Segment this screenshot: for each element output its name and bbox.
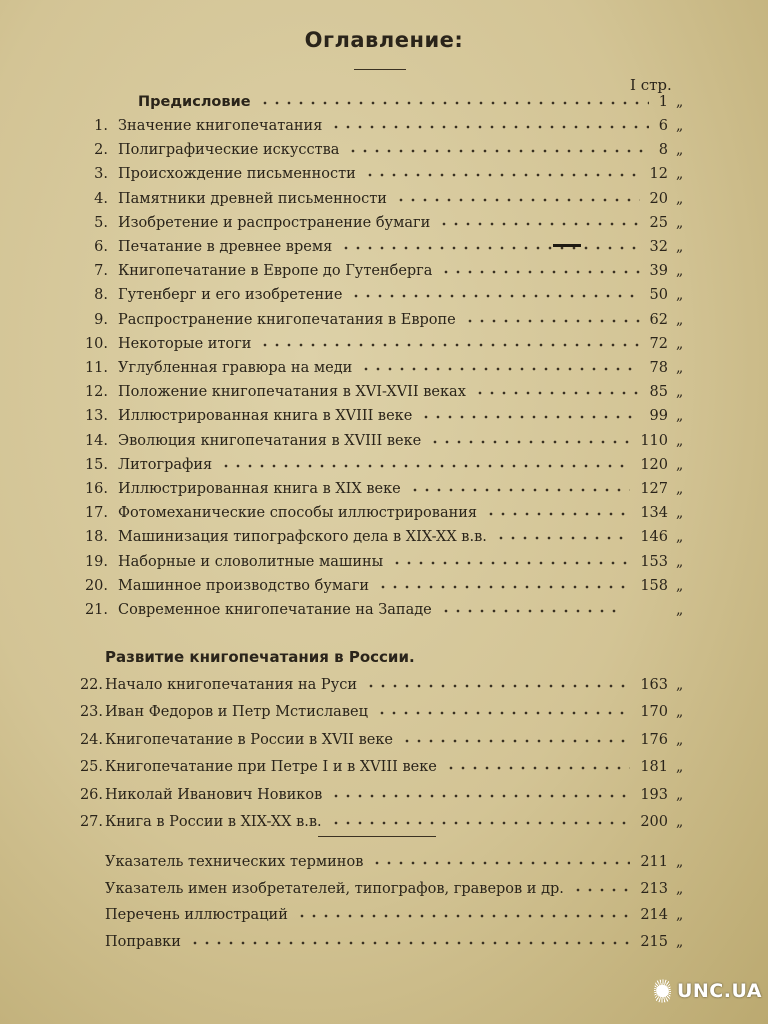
dot-leader bbox=[350, 293, 640, 299]
entry-title: Углубленная гравюра на меди bbox=[118, 360, 353, 376]
ditto-mark: „ bbox=[676, 190, 684, 207]
entry-number: 3. bbox=[94, 166, 108, 183]
dot-leader bbox=[347, 148, 649, 154]
entry-title: Указатель имен изобретателей, типографов, граверов и др. bbox=[105, 880, 564, 897]
entry-number: 14. bbox=[84, 432, 108, 449]
ditto-mark: „ bbox=[676, 432, 684, 449]
dot-leader bbox=[340, 245, 640, 251]
toc-entry bbox=[0, 457, 768, 481]
toc-entry bbox=[0, 287, 768, 311]
entry-page: 158 bbox=[640, 577, 668, 594]
page-column-header: I стр. bbox=[630, 76, 672, 94]
dot-leader bbox=[377, 584, 630, 590]
entry-page: 6 bbox=[658, 118, 668, 134]
ditto-mark: „ bbox=[676, 505, 684, 522]
dot-leader bbox=[485, 511, 630, 517]
ditto-mark: „ bbox=[676, 94, 684, 110]
entry-number: 9. bbox=[94, 311, 108, 328]
entry-page: 153 bbox=[640, 553, 668, 570]
entry-title: Фотомеханические способы иллюстрирования bbox=[118, 505, 478, 522]
ditto-mark: „ bbox=[676, 142, 684, 159]
entry-title: Изобретение и распространение бумаги bbox=[118, 214, 431, 231]
entry-page: 110 bbox=[640, 432, 668, 449]
ditto-mark: „ bbox=[676, 335, 684, 352]
ditto-mark: „ bbox=[676, 481, 684, 497]
appendix-entry bbox=[0, 934, 768, 958]
entry-number: 16. bbox=[84, 481, 108, 497]
entry-title: Указатель технических терминов bbox=[105, 854, 364, 870]
dot-leader bbox=[420, 414, 640, 420]
ditto-mark: „ bbox=[676, 239, 684, 255]
toc-entry bbox=[0, 191, 768, 215]
entry-number: 26. bbox=[79, 786, 103, 803]
dot-leader bbox=[259, 342, 640, 348]
entry-number: 15. bbox=[84, 456, 108, 473]
ditto-mark: „ bbox=[676, 166, 684, 183]
dot-leader bbox=[330, 124, 649, 130]
entry-page: 200 bbox=[640, 814, 668, 830]
dot-leader bbox=[445, 765, 630, 771]
toc-entry bbox=[0, 732, 768, 756]
dot-leader bbox=[259, 100, 649, 106]
entry-page: 193 bbox=[640, 786, 668, 803]
ditto-mark: „ bbox=[676, 880, 684, 897]
dot-leader bbox=[365, 683, 630, 689]
toc-entry bbox=[0, 554, 768, 578]
entry-number: 19. bbox=[84, 553, 108, 570]
ditto-mark: „ bbox=[676, 287, 684, 304]
entry-title: Происхождение письменности bbox=[118, 166, 356, 183]
ditto-mark: „ bbox=[676, 456, 684, 473]
ditto-mark: „ bbox=[676, 118, 684, 134]
entry-title: Книгопечатание при Петре I и в XVIII веке bbox=[105, 759, 437, 776]
entry-page: 50 bbox=[649, 287, 668, 304]
appendix-entry bbox=[0, 907, 768, 931]
entry-number: 10. bbox=[84, 335, 108, 352]
toc-entry bbox=[0, 704, 768, 728]
dot-leader bbox=[296, 913, 630, 919]
entry-page: 85 bbox=[649, 384, 668, 401]
entry-title: Иллюстрированная книга в XIX веке bbox=[118, 481, 401, 497]
entry-page: 72 bbox=[649, 335, 668, 352]
ditto-mark: „ bbox=[676, 553, 684, 570]
toc-entry bbox=[0, 787, 768, 811]
ditto-mark: „ bbox=[676, 214, 684, 231]
dot-leader bbox=[440, 269, 640, 275]
entry-number: 7. bbox=[94, 263, 108, 280]
entry-number: 23. bbox=[79, 704, 103, 721]
entry-page: 8 bbox=[658, 142, 668, 159]
entry-page: 170 bbox=[640, 704, 668, 721]
entry-page: 39 bbox=[649, 263, 668, 280]
entry-number: 13. bbox=[84, 408, 108, 425]
toc-entry bbox=[0, 336, 768, 360]
entry-page: 32 bbox=[649, 239, 668, 255]
toc-entry bbox=[0, 118, 768, 142]
ditto-mark: „ bbox=[676, 360, 684, 376]
dot-leader bbox=[401, 738, 630, 744]
toc-entry bbox=[0, 312, 768, 336]
dot-leader bbox=[464, 318, 640, 324]
toc-entry bbox=[0, 578, 768, 602]
entry-number: 12. bbox=[84, 384, 108, 401]
entry-page: 213 bbox=[640, 880, 668, 897]
toc-entry bbox=[0, 263, 768, 287]
ditto-mark: „ bbox=[676, 529, 684, 546]
ditto-mark: „ bbox=[676, 602, 684, 618]
entry-page: 181 bbox=[640, 759, 668, 776]
entry-title: Современное книгопечатание на Западе bbox=[118, 602, 432, 618]
entry-page: 215 bbox=[640, 933, 668, 950]
entry-page: 99 bbox=[649, 408, 668, 425]
entry-number: 2. bbox=[94, 142, 108, 159]
entry-title: Гутенберг и его изобретение bbox=[118, 287, 343, 304]
dot-leader bbox=[495, 535, 630, 541]
appendix-divider bbox=[318, 836, 436, 837]
entry-page: 25 bbox=[649, 214, 668, 231]
ditto-mark: „ bbox=[676, 907, 684, 923]
entry-title: Положение книгопечатания в XVI-XVII веках bbox=[118, 384, 466, 401]
dot-leader bbox=[391, 560, 630, 566]
entry-number: 4. bbox=[94, 190, 108, 207]
dot-leader bbox=[360, 366, 640, 372]
dot-leader bbox=[371, 860, 630, 866]
ditto-mark: „ bbox=[676, 814, 684, 830]
entry-title: Памятники древней письменности bbox=[118, 190, 387, 207]
entry-title: Иван Федоров и Петр Мстиславец bbox=[105, 704, 368, 721]
entry-title: Эволюция книгопечатания в XVIII веке bbox=[118, 432, 422, 449]
entry-title: Поправки bbox=[105, 933, 181, 950]
dot-leader bbox=[409, 487, 630, 493]
ditto-mark: „ bbox=[676, 704, 684, 721]
ditto-mark: „ bbox=[676, 933, 684, 950]
entry-page: 214 bbox=[640, 907, 668, 923]
ditto-mark: „ bbox=[676, 677, 684, 693]
entry-number: 18. bbox=[84, 529, 108, 546]
toc-entry bbox=[0, 408, 768, 432]
entry-title: Наборные и словолитные машины bbox=[118, 553, 384, 570]
toc-entry bbox=[0, 239, 768, 263]
entry-number: 25. bbox=[79, 759, 103, 776]
ditto-mark: „ bbox=[676, 311, 684, 328]
toc-entry bbox=[0, 814, 768, 838]
toc-entry bbox=[0, 360, 768, 384]
entry-title: Литография bbox=[118, 456, 213, 473]
ditto-mark: „ bbox=[676, 759, 684, 776]
entry-number: 17. bbox=[84, 505, 108, 522]
entry-title: Полиграфические искусства bbox=[118, 142, 340, 159]
entry-page: 134 bbox=[640, 505, 668, 522]
entry-page: 120 bbox=[640, 456, 668, 473]
title-divider bbox=[354, 69, 406, 70]
toc-entry bbox=[0, 215, 768, 239]
entry-title: Печатание в древнее время bbox=[118, 239, 333, 255]
dot-leader bbox=[440, 608, 620, 614]
entry-number: 11. bbox=[84, 360, 108, 376]
entry-title: Книгопечатание в Европе до Гутенберга bbox=[118, 263, 433, 280]
toc-entry bbox=[0, 481, 768, 505]
dot-leader bbox=[429, 439, 630, 445]
entry-number: 1. bbox=[94, 118, 108, 134]
dot-leader bbox=[330, 820, 630, 826]
entry-page: 12 bbox=[649, 166, 668, 183]
watermark-logo bbox=[654, 966, 762, 1016]
dot-leader bbox=[189, 940, 630, 946]
entry-number: 22. bbox=[79, 677, 103, 693]
entry-title: Перечень иллюстраций bbox=[105, 907, 288, 923]
entry-number: 21. bbox=[84, 602, 108, 618]
watermark-text: UNC.UA bbox=[676, 980, 762, 1002]
entry-page: 62 bbox=[649, 311, 668, 328]
ditto-mark: „ bbox=[676, 577, 684, 594]
entry-page: 20 bbox=[649, 190, 668, 207]
toc-entry-preface bbox=[0, 94, 768, 118]
section-heading: Развитие книгопечатания в России. bbox=[105, 648, 415, 666]
toc-entry bbox=[0, 384, 768, 408]
entry-number: 6. bbox=[94, 239, 108, 255]
ditto-mark: „ bbox=[676, 731, 684, 748]
appendix-entry bbox=[0, 881, 768, 905]
dot-leader bbox=[438, 221, 640, 227]
ditto-mark: „ bbox=[676, 786, 684, 803]
entry-page: 78 bbox=[649, 360, 668, 376]
dot-leader bbox=[330, 793, 630, 799]
entry-title: Иллюстрированная книга в XVIII веке bbox=[118, 408, 413, 425]
entry-page: 146 bbox=[640, 529, 668, 546]
ditto-mark: „ bbox=[676, 263, 684, 280]
dot-leader bbox=[395, 197, 640, 203]
entry-page: 163 bbox=[640, 677, 668, 693]
entry-number: 20. bbox=[84, 577, 108, 594]
entry-number: 5. bbox=[94, 214, 108, 231]
toc-entry bbox=[0, 529, 768, 553]
dot-leader bbox=[376, 710, 630, 716]
entry-title: Значение книгопечатания bbox=[118, 118, 323, 134]
entry-page: 176 bbox=[640, 731, 668, 748]
dot-leader bbox=[220, 463, 630, 469]
entry-title: Распространение книгопечатания в Европе bbox=[118, 311, 456, 328]
entry-title: Начало книгопечатания на Руси bbox=[105, 677, 358, 693]
entry-page: 127 bbox=[640, 481, 668, 497]
entry-number: 27. bbox=[79, 814, 103, 830]
entry-title: Николай Иванович Новиков bbox=[105, 786, 323, 803]
entry-page: 1 bbox=[658, 94, 668, 110]
ink-mark bbox=[553, 244, 581, 247]
toc-entry bbox=[0, 602, 768, 626]
entry-number: 8. bbox=[94, 287, 108, 304]
dot-leader bbox=[572, 887, 630, 893]
toc-entry bbox=[0, 759, 768, 783]
page-title: Оглавление: bbox=[304, 28, 464, 52]
entry-title: Предисловие bbox=[138, 94, 251, 110]
ditto-mark: „ bbox=[676, 384, 684, 401]
entry-title: Машинное производство бумаги bbox=[118, 577, 370, 594]
toc-entry bbox=[0, 505, 768, 529]
toc-entry bbox=[0, 166, 768, 190]
entry-title: Книгопечатание в России в XVII веке bbox=[105, 731, 393, 748]
toc-entry bbox=[0, 433, 768, 457]
sun-icon bbox=[654, 976, 671, 1006]
entry-number: 24. bbox=[79, 731, 103, 748]
dot-leader bbox=[364, 172, 640, 178]
toc-entry bbox=[0, 677, 768, 701]
dot-leader bbox=[474, 390, 640, 396]
entry-page: 211 bbox=[640, 854, 668, 870]
entry-title: Книга в России в XIX-XX в.в. bbox=[105, 814, 322, 830]
entry-title: Некоторые итоги bbox=[118, 335, 252, 352]
ditto-mark: „ bbox=[676, 408, 684, 425]
entry-title: Машинизация типографского дела в XIX-XX в.в. bbox=[118, 529, 487, 546]
toc-entry bbox=[0, 142, 768, 166]
appendix-entry bbox=[0, 854, 768, 878]
ditto-mark: „ bbox=[676, 854, 684, 870]
